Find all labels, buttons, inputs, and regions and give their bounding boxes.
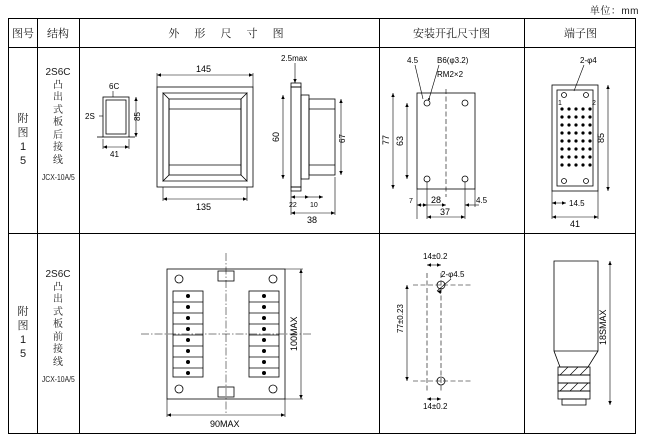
row1-id-char-2: 1 [19, 141, 27, 153]
row2m-label-14top: 14±0.2 [423, 252, 448, 261]
row1-structure-desc-2: 式 [53, 104, 63, 116]
row1-label-41: 41 [110, 150, 119, 159]
row2-label-100max: 100MAX [289, 316, 299, 351]
row1-structure-desc-3: 板 [53, 117, 63, 128]
row1-id-char-1: 图 [17, 127, 29, 139]
row1m-label-B6: B6(φ3.2) [437, 56, 469, 65]
row1t-label-2phi4: 2-φ4 [580, 56, 597, 65]
header-col-outline: 外 形 尺 寸 图 [168, 28, 290, 40]
header-col-mounting: 安装开孔尺寸图 [413, 28, 490, 40]
row1t-num-2: 2 [592, 100, 596, 107]
header-col-id: 图号 [12, 28, 34, 40]
row1-label-60: 60 [271, 131, 281, 142]
row1-label-22: 22 [289, 202, 297, 209]
row1m-label-45b: 4.5 [476, 196, 488, 205]
row1-mounting-drawing [379, 47, 524, 233]
row1m-label-RM2: RM2×2 [437, 70, 464, 79]
row1-outline-drawing [79, 47, 379, 233]
row1m-label-45a: 4.5 [407, 56, 419, 65]
row2-outline-drawing [79, 233, 379, 433]
row2-structure [38, 269, 78, 387]
row2-label-90max: 90MAX [210, 419, 240, 429]
row2-terminal-drawing [524, 233, 637, 433]
row1m-label-63: 63 [395, 135, 405, 146]
row2t-label-18smax: 18SMAX [598, 309, 608, 345]
row2-structure-desc-1: 出 [53, 294, 63, 305]
row1m-label-37: 37 [440, 207, 451, 217]
row2-structure-series: JCX-10A/5 [41, 375, 75, 384]
row1-terminal-drawing [524, 47, 637, 233]
row1t-label-41: 41 [570, 219, 581, 229]
row1-label-2S: 2S [85, 112, 95, 121]
row1-label-145: 145 [196, 64, 212, 74]
unit-note: 单位：mm [589, 6, 639, 17]
row2m-label-14bot: 14±0.2 [423, 402, 448, 411]
row1t-num-1: 1 [558, 100, 562, 107]
row1-label-6C: 6C [109, 82, 120, 91]
row1t-label-85: 85 [596, 132, 606, 143]
header-col-structure: 结构 [47, 28, 69, 40]
row2-structure-code: 2S6C [45, 269, 71, 280]
row2-structure-desc-4: 前 [53, 331, 63, 343]
row2-structure-desc-5: 接 [53, 344, 63, 355]
row2-id-label [9, 233, 37, 433]
row2m-label-2phi45: 2-φ4.5 [441, 270, 465, 279]
header-col-terminal: 端子图 [564, 28, 597, 40]
row2-id-char-0: 附 [17, 306, 29, 318]
row1-structure-desc-0: 凸 [53, 79, 63, 91]
row1m-label-77: 77 [381, 134, 391, 145]
row1-label-85: 85 [133, 112, 142, 121]
row1-structure-series: JCX-10A/5 [41, 173, 75, 182]
row2-mounting-drawing [379, 233, 524, 433]
row2-id-char-3: 5 [19, 348, 27, 360]
row1-structure-code: 2S6C [45, 67, 71, 78]
drawing-table [8, 18, 636, 434]
row1-structure [38, 67, 78, 185]
row1-structure-desc-1: 出 [53, 92, 63, 103]
row1-label-135: 135 [196, 202, 212, 212]
row1-structure-desc-6: 线 [53, 154, 63, 166]
row2-structure-desc-0: 凸 [53, 281, 63, 293]
row1-label-38: 38 [307, 215, 318, 225]
row1-id-char-0: 附 [17, 113, 29, 125]
row1m-label-28: 28 [431, 195, 442, 205]
row2-structure-desc-2: 式 [53, 306, 63, 318]
row1-label-10: 10 [310, 202, 318, 209]
row2m-label-77: 77±0.23 [396, 304, 405, 333]
row2-id-char-2: 1 [19, 334, 27, 346]
row1-structure-desc-4: 后 [53, 129, 63, 141]
row1-id-label [9, 47, 37, 233]
row1-id-char-3: 5 [19, 155, 27, 167]
row1-label-25max: 2.5max [281, 54, 308, 63]
row2-structure-desc-6: 线 [53, 356, 63, 368]
row2-structure-desc-3: 板 [53, 319, 63, 330]
row1m-label-7: 7 [409, 198, 413, 205]
row1-label-67: 67 [338, 134, 347, 143]
row2-id-char-1: 图 [17, 320, 29, 332]
row1t-label-145: 14.5 [569, 199, 585, 208]
row1-structure-desc-5: 接 [53, 142, 63, 153]
